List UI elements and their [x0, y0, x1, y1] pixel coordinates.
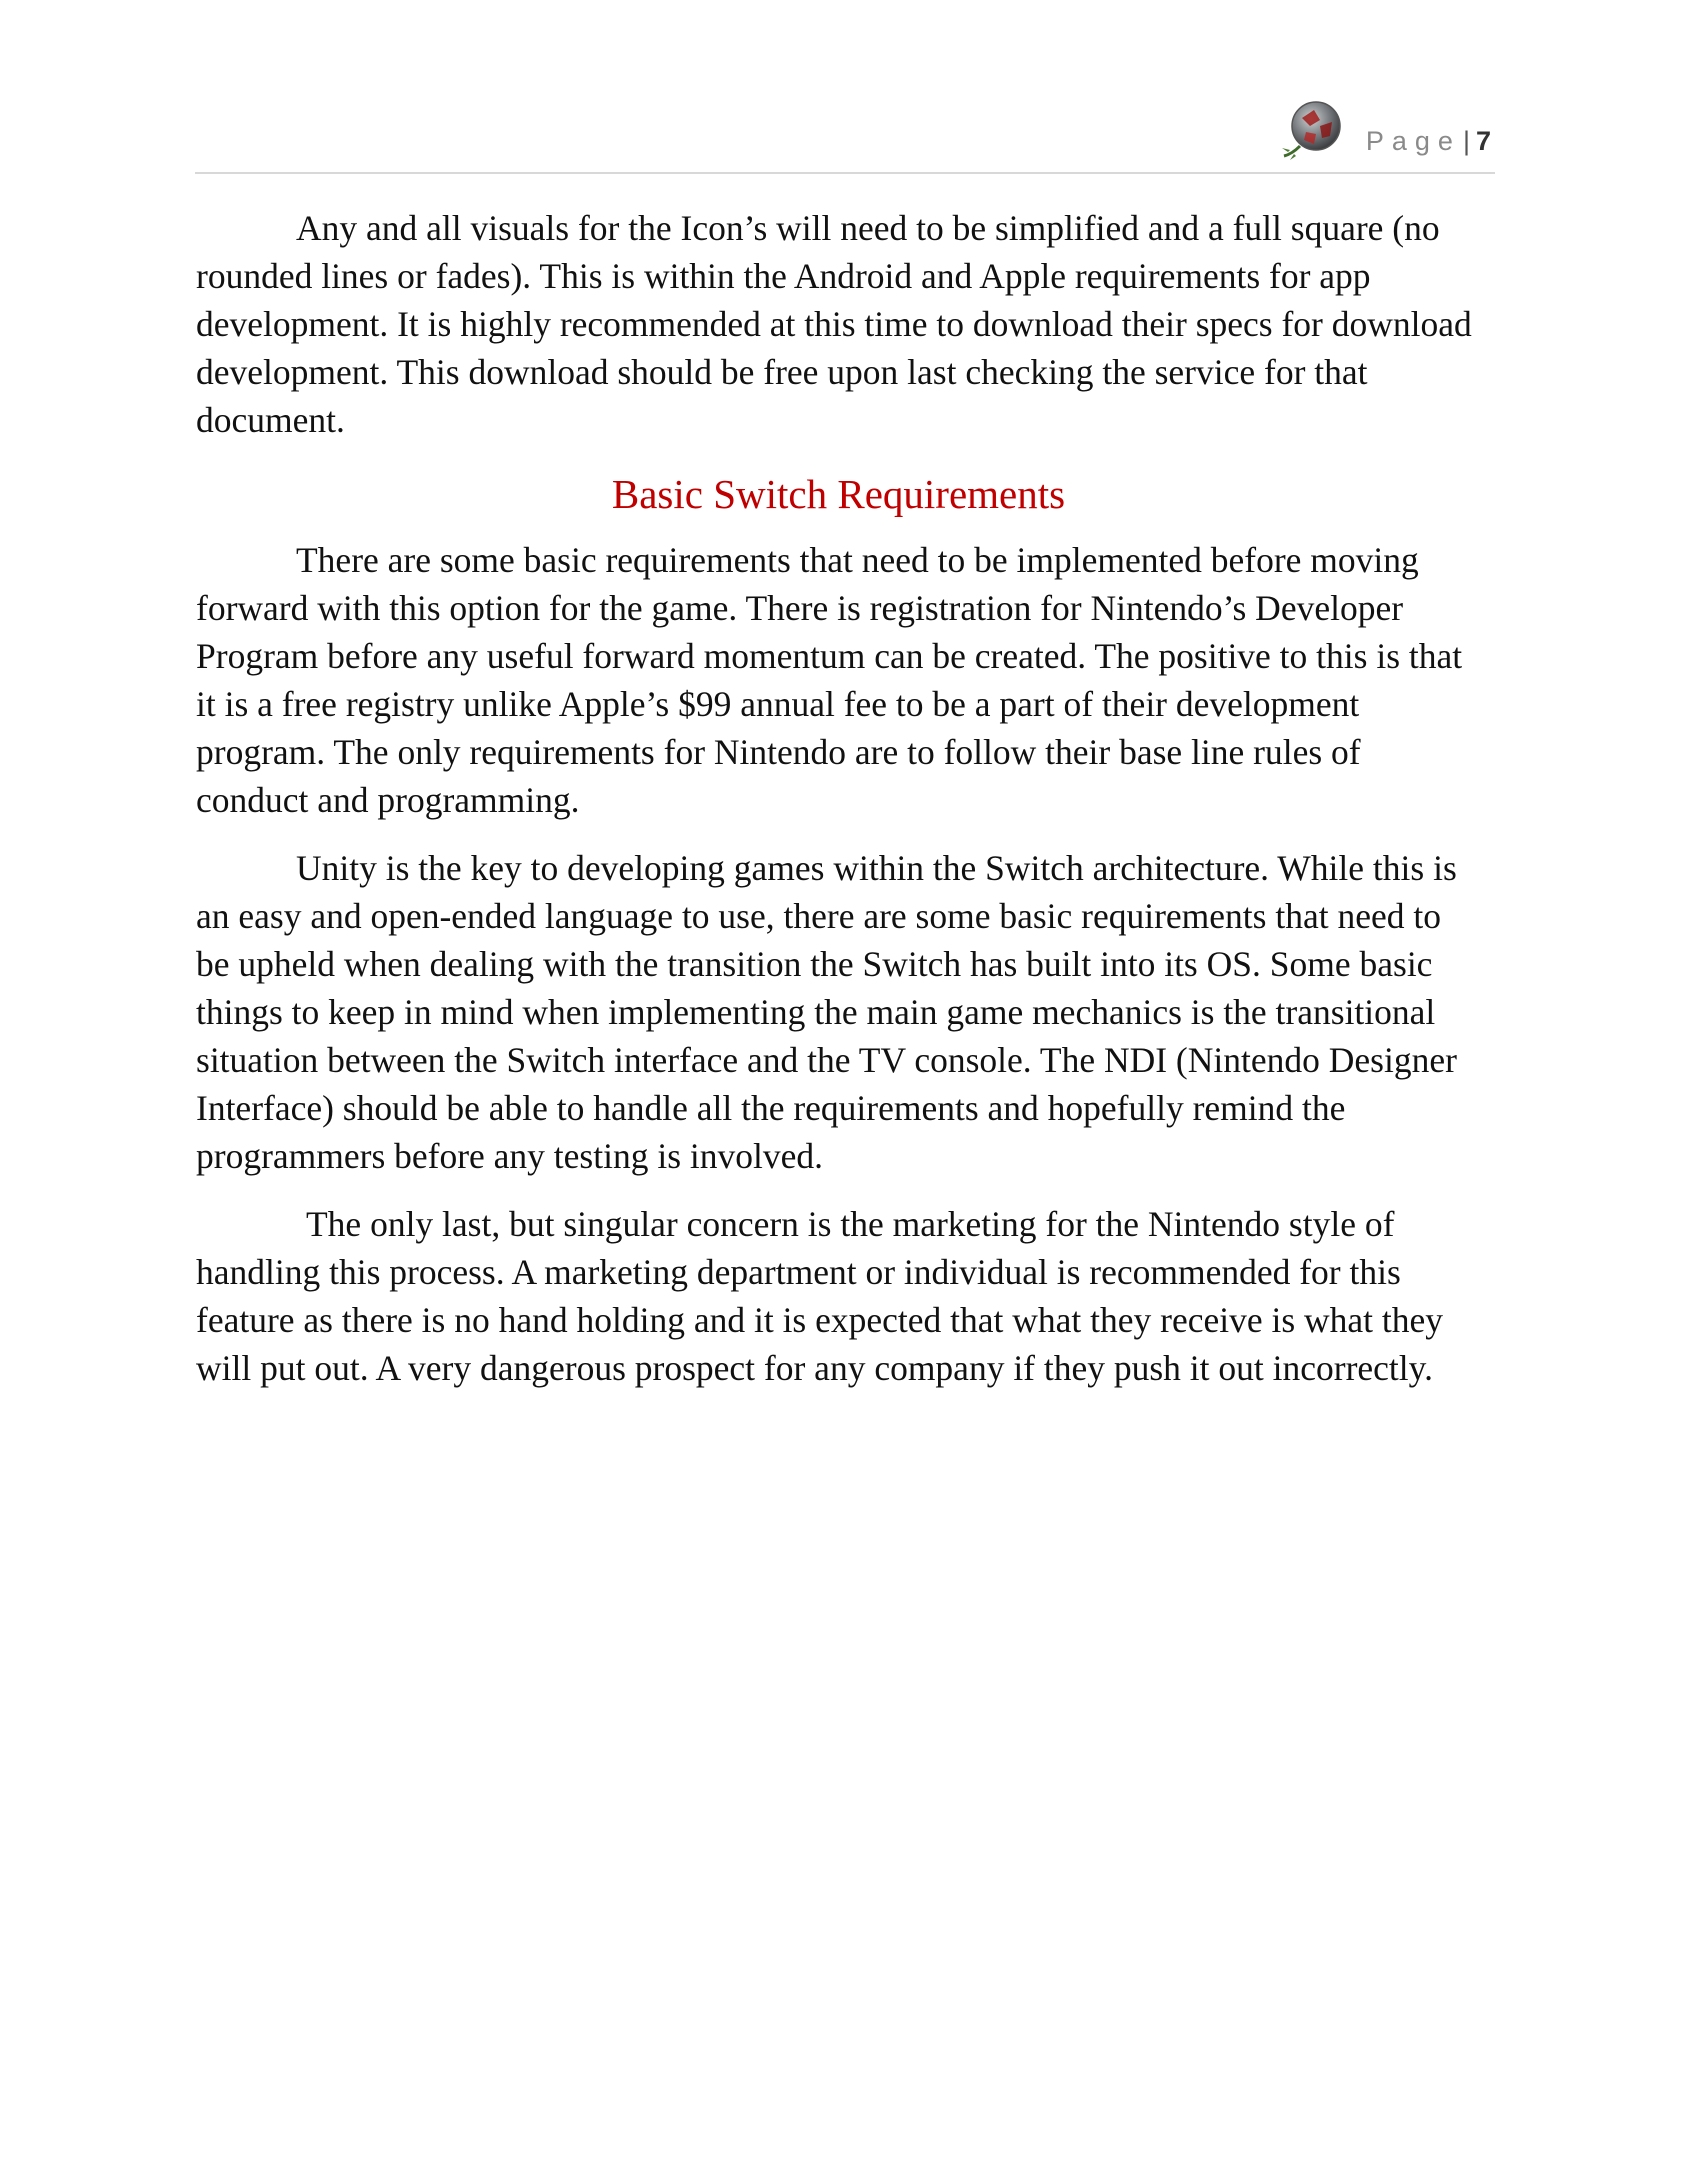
page-number: 7 [1475, 126, 1491, 156]
document-body [196, 204, 1481, 1412]
page-word: Page [1365, 126, 1461, 156]
page-separator: | [1462, 126, 1470, 156]
paragraph-basic-requirements: There are some basic requirements that need to be implemented before moving forward with this option for the game. There is registration for Nintendo’s Developer Program before any useful forward momentum can be created. The positive to this is that it is a free registry unlike Apple’s $99 annual fee to be a part of their development program. The only requirements for Nintendo are to follow their base line rules of conduct and programming. [196, 540, 1463, 820]
page-number-label [1366, 126, 1491, 157]
paragraph-marketing: The only last, but singular concern is the marketing for the Nintendo style of handling this process. A marketing department or individual is recommended for this feature as there is no hand holding and it is expected that what they receive is what they will put out. A very dangerous prospect for any company if they push it out incorrectly. [196, 1204, 1444, 1388]
section-heading: Basic Switch Requirements [611, 471, 1066, 517]
paragraph-unity: Unity is the key to developing games within the Switch architecture. While this is an easy and open-ended language to use, there are some basic requirements that need to be upheld when dealing with the transition the Switch has built into its OS. Some basic things to keep in mind when implementing the main game mechanics is the transitional situation between the Switch interface and the TV console. The NDI (Nintendo Designer Interface) should be able to handle all the requirements and hopefully remind the programmers before any testing is involved. [196, 848, 1457, 1176]
globe-logo-icon [1280, 96, 1350, 166]
paragraph-icon-visuals: Any and all visuals for the Icon’s will need to be simplified and a full square (no rounded lines or fades). This is within the Android and Apple requirements for app development. It is highly recommended at this time to download their specs for download development. This download should be free upon last checking the service for that document. [196, 208, 1472, 440]
page-header [195, 96, 1495, 174]
